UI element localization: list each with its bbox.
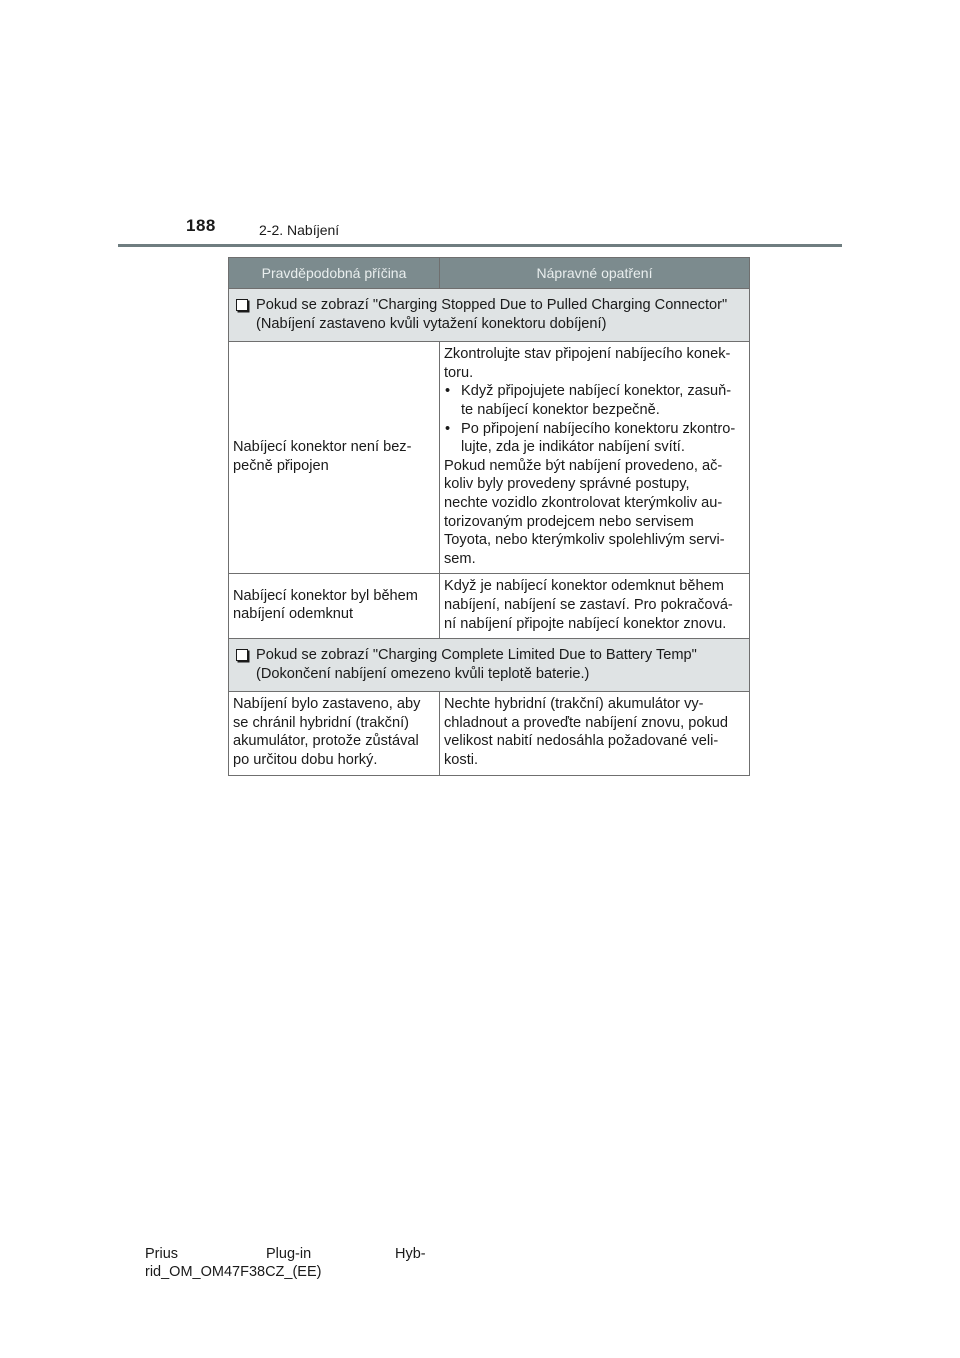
bullet-line: Když připojujete nabíjecí konektor, zasuň- bbox=[461, 383, 732, 400]
remedy-line: koliv byly provedeny správné postupy, bbox=[444, 476, 690, 493]
remedy-line: Když je nabíjecí konektor odemknut během bbox=[444, 578, 724, 595]
section-title: 2-2. Nabíjení bbox=[259, 222, 340, 238]
header-rule bbox=[118, 244, 842, 247]
group-title bbox=[229, 289, 750, 342]
bullet-line: Po připojení nabíjecího konektoru zkontro- bbox=[461, 420, 736, 437]
bullet-icon: • bbox=[445, 383, 451, 400]
table-row bbox=[229, 574, 750, 639]
group-title-line: (Dokončení nabíjení omezeno kvůli teplotě baterie.) bbox=[256, 665, 590, 682]
footer-document-code: rid_OM_OM47F38CZ_(EE) bbox=[145, 1264, 322, 1280]
table-row bbox=[229, 342, 750, 574]
group-title-line: (Nabíjení zastaveno kvůli vytažení konektoru dobíjení) bbox=[256, 315, 607, 332]
checkbox-icon bbox=[236, 649, 248, 661]
cause-line: Nabíjecí konektor byl během bbox=[233, 587, 418, 604]
remedy-line: ní nabíjení připojte nabíjecí konektor znovu. bbox=[444, 615, 727, 632]
cause-cell bbox=[229, 574, 440, 639]
remedy-line: Nechte hybridní (trakční) akumulátor vy- bbox=[444, 696, 704, 713]
group-title-line: Pokud se zobrazí "Charging Stopped Due to Pulled Charging Connector" bbox=[256, 297, 728, 313]
remedy-line: Toyota, nebo kterýmkoliv spolehlivým servi- bbox=[444, 532, 725, 549]
group-title-line: Pokud se zobrazí "Charging Complete Limited Due to Battery Temp" bbox=[256, 647, 697, 664]
checkbox-icon bbox=[236, 299, 248, 311]
remedy-line: toru. bbox=[444, 364, 474, 381]
remedy-line: kosti. bbox=[444, 752, 479, 769]
remedy-line: nabíjení, nabíjení se zastaví. Pro pokračová- bbox=[444, 596, 733, 613]
remedy-line: Pokud nemůže být nabíjení provedeno, ač- bbox=[444, 457, 723, 474]
remedy-cell bbox=[440, 574, 750, 639]
group-row bbox=[229, 639, 750, 692]
cause-line: nabíjení odemknut bbox=[233, 606, 354, 623]
cause-cell bbox=[229, 692, 440, 775]
footer bbox=[145, 1245, 445, 1281]
cause-line: akumulátor, protože zůstával bbox=[233, 733, 419, 750]
remedy-line: chladnout a proveďte nabíjení znovu, pokud bbox=[444, 714, 729, 731]
cause-line: pečně připojen bbox=[233, 457, 329, 474]
remedy-line: torizovaným prodejcem nebo servisem bbox=[444, 513, 694, 530]
page-number: 188 bbox=[186, 216, 216, 235]
footer-word: Hyb- bbox=[395, 1246, 426, 1262]
cause-line: se chránil hybridní (trakční) bbox=[233, 714, 410, 731]
remedy-line: Zkontrolujte stav připojení nabíjecího konek- bbox=[444, 346, 731, 363]
group-title bbox=[229, 639, 750, 692]
column-header-remedy: Nápravné opatření bbox=[440, 258, 750, 289]
bullet-line: te nabíjecí konektor bezpečně. bbox=[461, 401, 660, 418]
remedy-cell bbox=[440, 342, 750, 574]
table-header-row bbox=[229, 258, 750, 289]
remedy-cell bbox=[440, 692, 750, 775]
bullet-icon: • bbox=[445, 420, 451, 437]
group-row bbox=[229, 289, 750, 342]
bullet-item bbox=[444, 382, 744, 419]
cause-cell bbox=[229, 342, 440, 574]
bullet-line: lujte, zda je indikátor nabíjení svítí. bbox=[461, 439, 685, 456]
remedy-line: sem. bbox=[444, 550, 476, 567]
footer-word: Plug-in bbox=[266, 1246, 312, 1262]
column-header-cause: Pravděpodobná příčina bbox=[229, 258, 440, 289]
cause-remedy-table bbox=[228, 257, 750, 776]
table-row bbox=[229, 692, 750, 775]
bullet-item bbox=[444, 420, 744, 457]
footer-word: Prius bbox=[145, 1246, 179, 1262]
remedy-line: velikost nabití nedosáhla požadované veli- bbox=[444, 733, 719, 750]
cause-line: po určitou dobu horký. bbox=[233, 752, 378, 769]
cause-line: Nabíjecí konektor není bez- bbox=[233, 439, 412, 456]
cause-line: Nabíjení bylo zastaveno, aby bbox=[233, 696, 421, 713]
remedy-line: nechte vozidlo zkontrolovat kterýmkoliv au- bbox=[444, 494, 723, 511]
